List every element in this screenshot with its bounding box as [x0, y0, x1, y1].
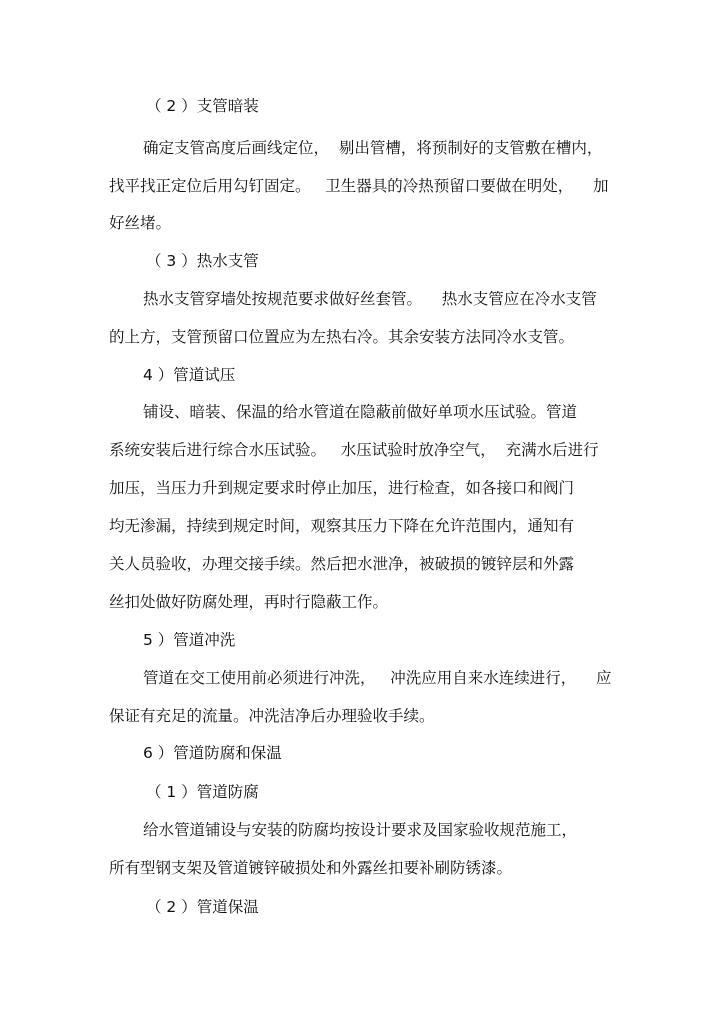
heading-pipe-insulation: （ 2 ）管道保温 [146, 898, 259, 916]
heading-hot-water-branch: （ 3 ）热水支管 [146, 252, 259, 270]
paragraph-line: 丝扣处做好防腐处理，再时行隐蔽工作。 [109, 593, 389, 611]
paragraph-line: 的上方，支管预留口位置应为左热右冷。其余安装方法同冷水支管。 [109, 328, 575, 346]
paragraph-line: 系统安装后进行综合水压试验。 水压试验时放净空气， 充满水后进行 [109, 441, 599, 459]
heading-anticorrosion-insulation: 6 ）管道防腐和保温 [143, 744, 282, 762]
paragraph-line: 铺设、暗装、保温的给水管道在隐蔽前做好单项水压试验。管道 [143, 403, 578, 421]
heading-branch-pipe-concealed: （ 2 ）支管暗装 [146, 97, 259, 115]
paragraph-line: 均无渗漏，持续到规定时间，观察其压力下降在允许范围内，通知有 [109, 517, 575, 535]
paragraph-line: 找平找正定位后用勾钉固定。 卫生器具的冷热预留口要做在明处， 加 [109, 177, 609, 195]
paragraph-line: 好丝堵。 [109, 214, 172, 232]
paragraph-line: 管道在交工使用前必须进行冲洗， 冲洗应用自来水连续进行， 应 [143, 669, 612, 687]
paragraph-line: 热水支管穿墙处按规范要求做好丝套管。 热水支管应在冷水支管 [143, 290, 597, 308]
paragraph-line: 所有型钢支架及管道镀锌破损处和外露丝扣要补刷防锈漆。 [109, 859, 513, 877]
paragraph-line: 给水管道铺设与安装的防腐均按设计要求及国家验收规范施工， [143, 821, 578, 839]
paragraph-line: 加压，当压力升到规定要求时停止加压，进行检查，如各接口和阀门 [109, 479, 575, 497]
heading-pressure-test: 4 ）管道试压 [143, 366, 236, 384]
heading-pipe-flushing: 5 ）管道冲洗 [143, 631, 236, 649]
paragraph-line: 保证有充足的流量。冲洗洁净后办理验收手续。 [109, 707, 435, 725]
paragraph-line: 确定支管高度后画线定位， 剔出管槽，将预制好的支管敷在槽内， [143, 139, 603, 157]
heading-pipe-anticorrosion: （ 1 ）管道防腐 [146, 783, 259, 801]
paragraph-line: 关人员验收，办理交接手续。然后把水泄净，被破损的镀锌层和外露 [109, 555, 575, 573]
